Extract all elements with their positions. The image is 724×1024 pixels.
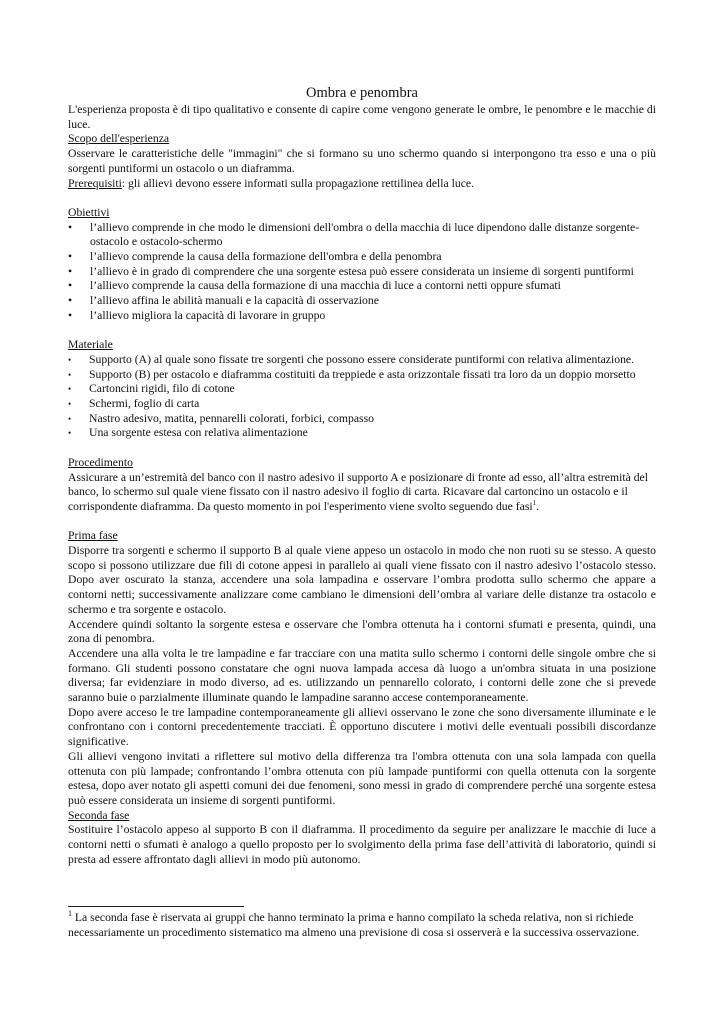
prima-fase-paragraph: Accendere quindi soltanto la sorgente estesa e osservare che l'ombra ottenuta ha i contorni sfumati e presenta, quindi, una zona di penombra.: [68, 617, 656, 646]
bullet-icon: •: [68, 250, 73, 264]
bullet-icon: •: [68, 264, 73, 278]
prima-fase-paragraph: Disporre tra sorgenti e schermo il supporto B al quale viene appeso un ostacolo in modo che non ruoti su se stesso. A questo scopo si possono utilizzare due fili di cotone appesi in parallelo ai quali viene fissato con il nastro adesivo l’ostacolo stesso. Dopo aver oscurato la stanza, accendere una sola lampadina e osservare l’ombra prodotta sullo schermo che appare a contorni netti; successivamente analizzare come cambiano le dimensioni dell’ombra al variare delle distanze tra ostacolo e schermo e tra sorgente e ostacolo.: [68, 544, 656, 616]
prerequisiti-paragraph: [68, 177, 656, 192]
intro-paragraph: L'esperienza proposta è di tipo qualitativo e consente di capire come vengono generate le ombre, le penombre e le macchie di luce.: [68, 103, 656, 131]
list-item: • l’allievo affina le abilità manuali e la capacità di osservazione: [68, 294, 379, 308]
prima-fase-paragraph: Gli allievi vengono invitati a riflettere sul motivo della differenza tra l'ombra ottenuta con una sola lampada con quella ottenuta con più lampade; confrontando l’ombra ottenuta con più lampade puntiformi con quella ottenuta con la sorgente estesa, dopo aver notato gli aspetti comuni dei due fenomeni, sono messi in grado di comprendere perché una sorgente estesa può essere considerata un insieme di sorgenti puntiformi.: [68, 749, 656, 807]
procedimento-text: Assicurare a un’estremità del banco con il nastro adesivo il supporto A e posizionare di fronte ad esso, all’altra estremità del banco, lo schermo sul quale viene fissato con il nastro adesivo il foglio di carta. Ricavare dal cartoncino un ostacolo e il corrispondente diaframma. Da questo momento in poi l'esperimento viene svolto seguendo due fasi$^1$.: [68, 470, 648, 513]
list-item: • l’allievo è in grado di comprendere che una sorgente estesa può essere considerata un insieme di sorgenti puntiformi: [68, 264, 634, 278]
procedimento-heading: Procedimento: [68, 455, 133, 469]
bullet-icon: •: [68, 384, 72, 395]
list-item: • Schermi, foglio di carta: [68, 397, 200, 411]
document-title: Ombra e penombra: [306, 85, 418, 101]
prerequisiti-text: : gli allievi devono essere informati sulla propagazione rettilinea della luce.: [121, 176, 475, 190]
obiettivi-list: [68, 221, 656, 324]
footnote-divider: [68, 906, 244, 907]
list-item: • Supporto (B) per ostacolo e diaframma costituiti da treppiede e asta orizzontale fissati tra loro da un doppio morsetto: [68, 367, 636, 381]
list-item: • l’allievo comprende in che modo le dimensioni dell'ombra o della macchia di luce dipendono dalle distanze sorgente-ostacolo e ostacolo-schermo: [68, 220, 640, 249]
bullet-icon: •: [68, 369, 72, 380]
prima-fase-paragraph: Accendere una alla volta le tre lampadine e far tracciare con una matita sullo schermo i contorni delle singole ombre che si formano. Gli studenti possono constatare che ogni nuova lampada accesa dà luogo a un'ombra situata in una posizione diversa; far evidenziare in modo diverso, ad es. utilizzando un pennarello colorato, i contorni delle zone che si prevede saranno buie o parzialmente illuminate quando le lampadine saranno accese contemporaneamente.: [68, 646, 656, 705]
list-item: • Cartoncini rigidi, filo di cotone: [68, 382, 235, 396]
prima-fase-heading: Prima fase: [68, 529, 118, 543]
bullet-icon: •: [68, 399, 72, 410]
footnote-text: La seconda fase è riservata ai gruppi che hanno terminato la prima e hanno compilato la scheda relativa, non si richiede necessariamente un procedimento sistematico ma almeno una previsione di cosa si osserverà e la successiva osservazione.: [68, 911, 640, 939]
obiettivi-heading: Obiettivi: [68, 205, 110, 219]
document-body: [68, 84, 656, 868]
materiale-list: [68, 353, 656, 441]
seconda-fase-text: Sostituire l’ostacolo appeso al supporto B con il diaframma. Il procedimento da seguire per analizzare le macchie di luce a contorni netti o sfumati è analogo a quello proposto per lo svolgimento della prima fase dell’attività di laboratorio, quindi si presta ad essere affrontato dagli allievi in modo più autonomo.: [68, 823, 656, 866]
list-item: • Nastro adesivo, matita, pennarelli colorati, forbici, compasso: [68, 411, 374, 425]
materiale-heading: Materiale: [68, 338, 113, 352]
bullet-icon: •: [68, 354, 72, 365]
prima-fase-paragraph: Dopo avere acceso le tre lampadine contemporaneamente gli allievi osservano le zone che sono diversamente illuminate e le confrontano con i contorni precedentemente tracciati. È opportuno discutere i motivi delle eventuali possibili discordanze significative.: [68, 705, 656, 749]
footnote-marker: 1: [68, 909, 72, 919]
list-item: • l’allievo comprende la causa della formazione di una macchia di luce a contorni netti oppure sfumati: [68, 279, 561, 293]
bullet-icon: •: [68, 220, 73, 234]
bullet-icon: •: [68, 413, 72, 424]
list-item: • l’allievo comprende la causa della formazione dell'ombra e della penombra: [68, 250, 442, 264]
footnote: [68, 911, 648, 940]
scopo-heading: Scopo dell'esperienza: [68, 132, 170, 146]
seconda-fase-heading: Seconda fase: [68, 808, 130, 822]
list-item: • Supporto (A) al quale sono fissate tre sorgenti che possono essere considerate puntiformi con relativa alimentazione.: [68, 352, 635, 366]
list-item: • l’allievo migliora la capacità di lavorare in gruppo: [68, 308, 326, 322]
prerequisiti-label: Prerequisiti: [68, 176, 122, 190]
scopo-text: Osservare le caratteristiche delle "immagini" che si formano su uno schermo quando si interpongono tra esso e una o più sorgenti puntiformi un ostacolo o un diaframma.: [68, 147, 656, 175]
bullet-icon: •: [68, 308, 73, 322]
list-item: • Una sorgente estesa con relativa alimentazione: [68, 426, 308, 440]
bullet-icon: •: [68, 294, 73, 308]
footnote-reference[interactable]: 1: [532, 499, 537, 508]
bullet-icon: •: [68, 428, 72, 439]
bullet-icon: •: [68, 279, 73, 293]
